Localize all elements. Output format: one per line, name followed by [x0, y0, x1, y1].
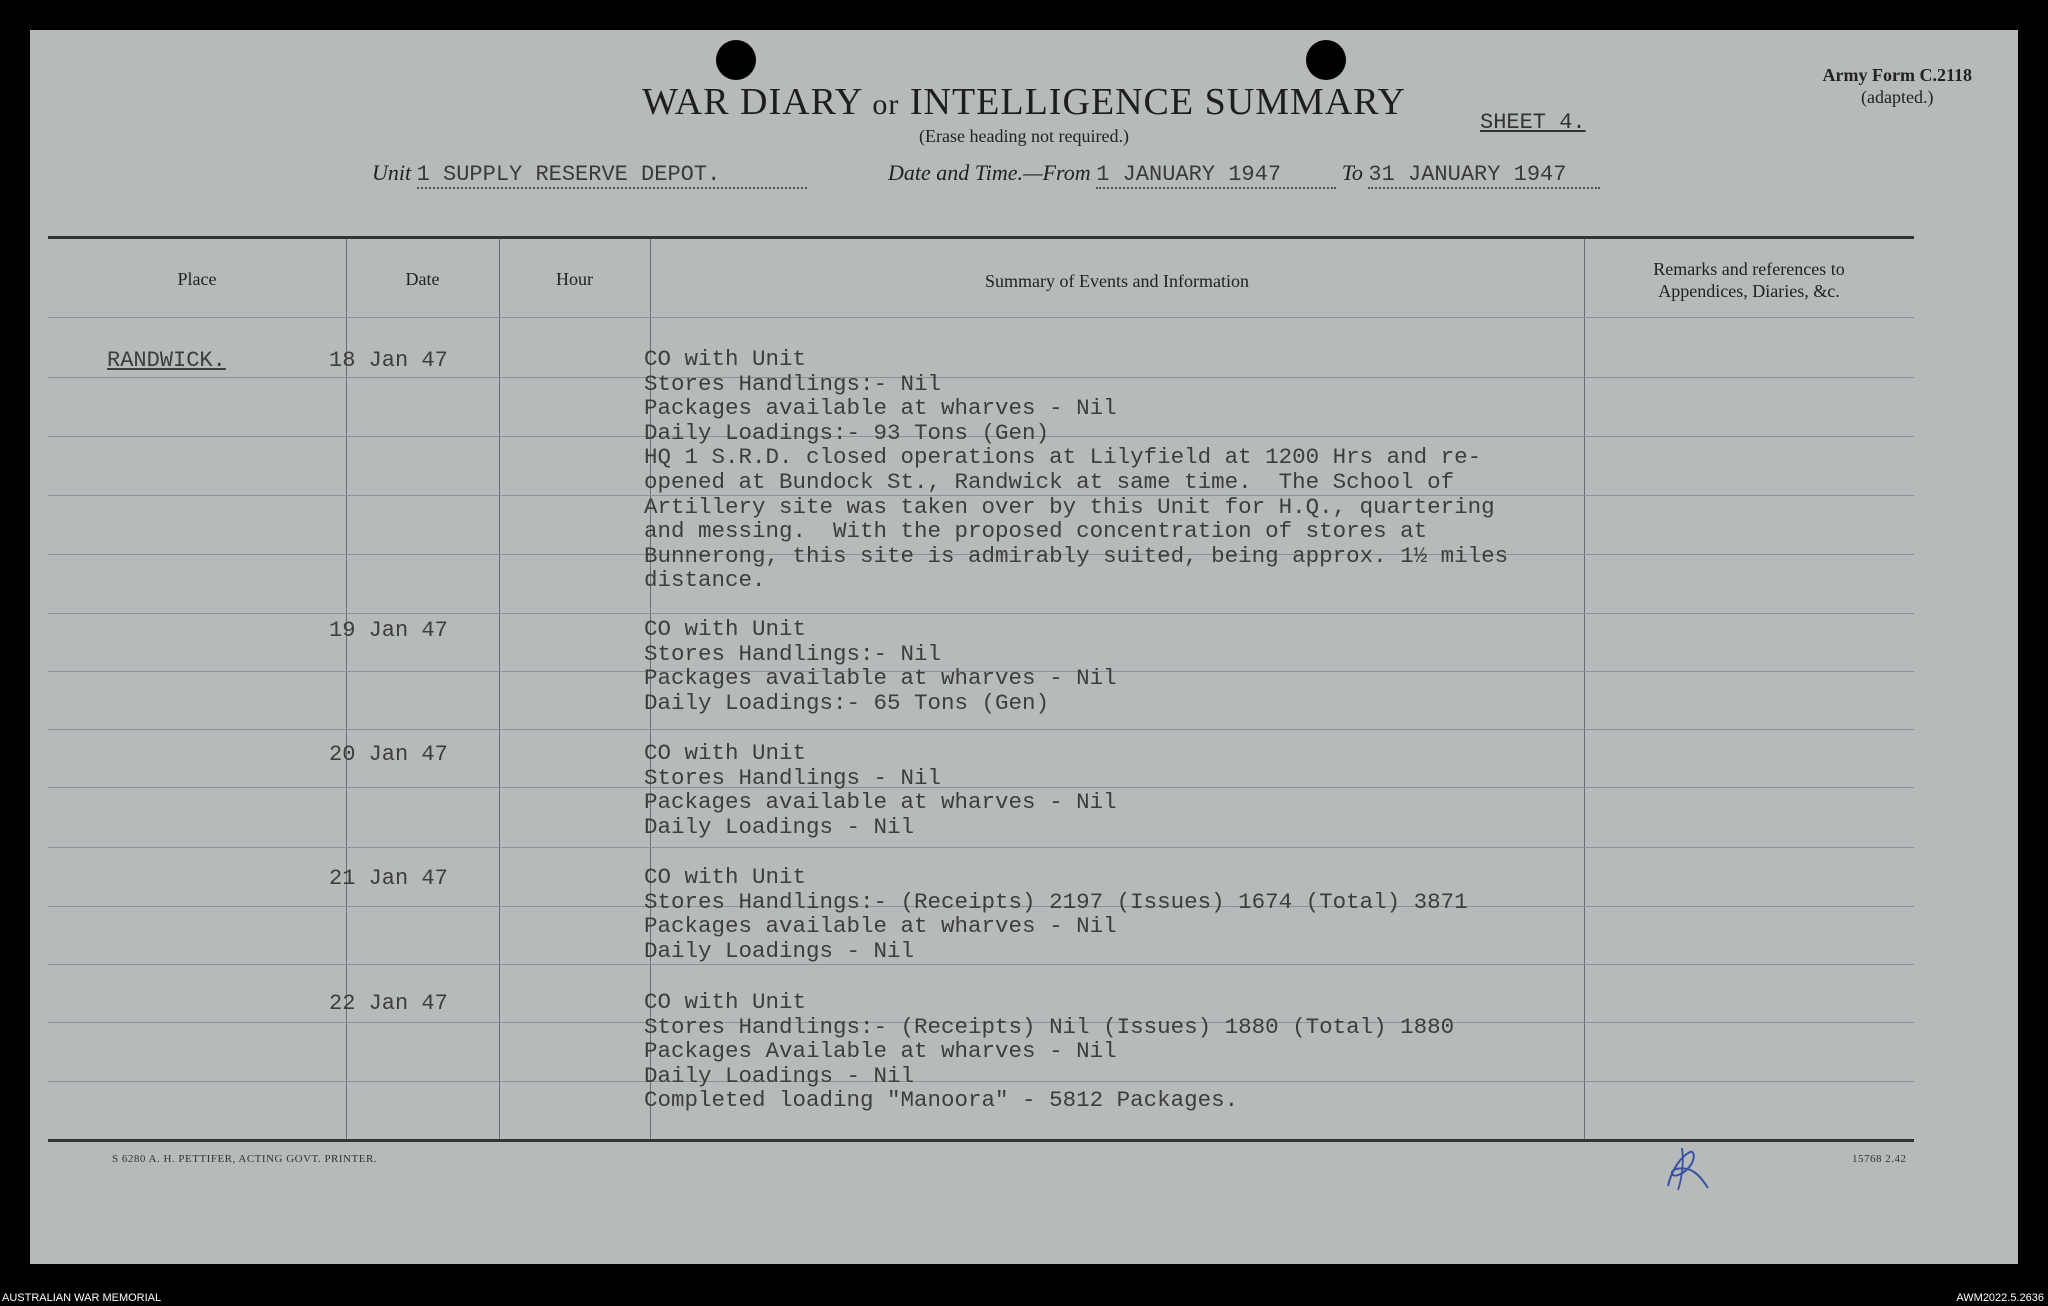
column-header-hour: Hour: [556, 269, 593, 289]
column-header-place: Place: [177, 269, 217, 289]
printer-imprint: S 6280 A. H. PETTIFER, ACTING GOVT. PRINTER.: [112, 1153, 378, 1165]
erase-note: (Erase heading not required.): [919, 126, 1129, 146]
ruled-line: [48, 317, 1914, 318]
column-divider: [1584, 239, 1585, 1139]
entry-date: 19 Jan 47: [329, 618, 448, 643]
ruled-line: [48, 847, 1914, 848]
archive-caption-left: AUSTRALIAN WAR MEMORIAL: [2, 1292, 162, 1304]
army-form-label: Army Form C.2118 (adapted.): [1822, 65, 1972, 107]
column-header-date: Date: [405, 269, 440, 289]
ruled-line: [48, 729, 1914, 730]
unit-field: Unit 1 SUPPLY RESERVE DEPOT.: [372, 160, 807, 189]
unit-value: 1 SUPPLY RESERVE DEPOT.: [417, 162, 807, 189]
page-title: WAR DIARY or INTELLIGENCE SUMMARY: [642, 81, 1406, 123]
punch-hole: [1306, 40, 1346, 80]
entry-date: 22 Jan 47: [329, 991, 448, 1016]
date-range-field: Date and Time.—From 1 JANUARY 1947 To 31 JANUARY 1947: [888, 160, 1600, 189]
column-divider: [499, 239, 500, 1139]
ruled-line: [48, 613, 1914, 614]
entry-date: 21 Jan 47: [329, 866, 448, 891]
date-from-value: 1 JANUARY 1947: [1096, 162, 1336, 189]
entry-summary: CO with Unit Stores Handlings:- (Receipts) Nil (Issues) 1880 (Total) 1880 Packages Available at wharves - Nil Daily Loadings - Nil Completed loading "Manoora" - 5812 Packages.: [644, 989, 1455, 1114]
archive-caption-bar: [0, 1264, 2048, 1306]
date-to-value: 31 JANUARY 1947: [1368, 162, 1600, 189]
footer-rule: [48, 1139, 1914, 1142]
sheet-number: SHEET 4.: [1480, 110, 1586, 135]
entry-summary: CO with Unit Stores Handlings:- (Receipts) 2197 (Issues) 1674 (Total) 3871 Packages available at wharves - Nil Daily Loadings - Nil: [644, 864, 1468, 964]
entry-summary: CO with Unit Stores Handlings - Nil Packages available at wharves - Nil Daily Loadings - Nil: [644, 740, 1117, 840]
column-header-remarks: Remarks and references to Appendices, Diaries, &c.: [1653, 259, 1845, 301]
ruled-line: [48, 964, 1914, 965]
punch-hole: [716, 40, 756, 80]
archive-caption-right: AWM2022.5.2636: [1956, 1292, 2044, 1304]
handwritten-initials: [1660, 1138, 1720, 1194]
header-rule: [48, 236, 1914, 239]
form-code: 15768 2.42: [1852, 1153, 1907, 1165]
entry-date: 20 Jan 47: [329, 742, 448, 767]
entry-summary: CO with Unit Stores Handlings:- Nil Packages available at wharves - Nil Daily Loadings:- 65 Tons (Gen): [644, 616, 1117, 716]
entry-summary: CO with Unit Stores Handlings:- Nil Packages available at wharves - Nil Daily Loadings:- 93 Tons (Gen) HQ 1 S.R.D. closed operations at Lilyfield at 1200 Hrs and re- opened at Bundock St., Randwick at same time. The School of Artillery site was taken over by this Unit for H.Q., quartering and messing. With the proposed concentration of stores at Bunnerong, this site is admirably suited, being approx. 1½ miles distance.: [644, 346, 1509, 594]
entry-date: 18 Jan 47: [329, 348, 448, 373]
column-header-summary: Summary of Events and Information: [985, 271, 1249, 291]
place-value: RANDWICK.: [107, 348, 226, 373]
